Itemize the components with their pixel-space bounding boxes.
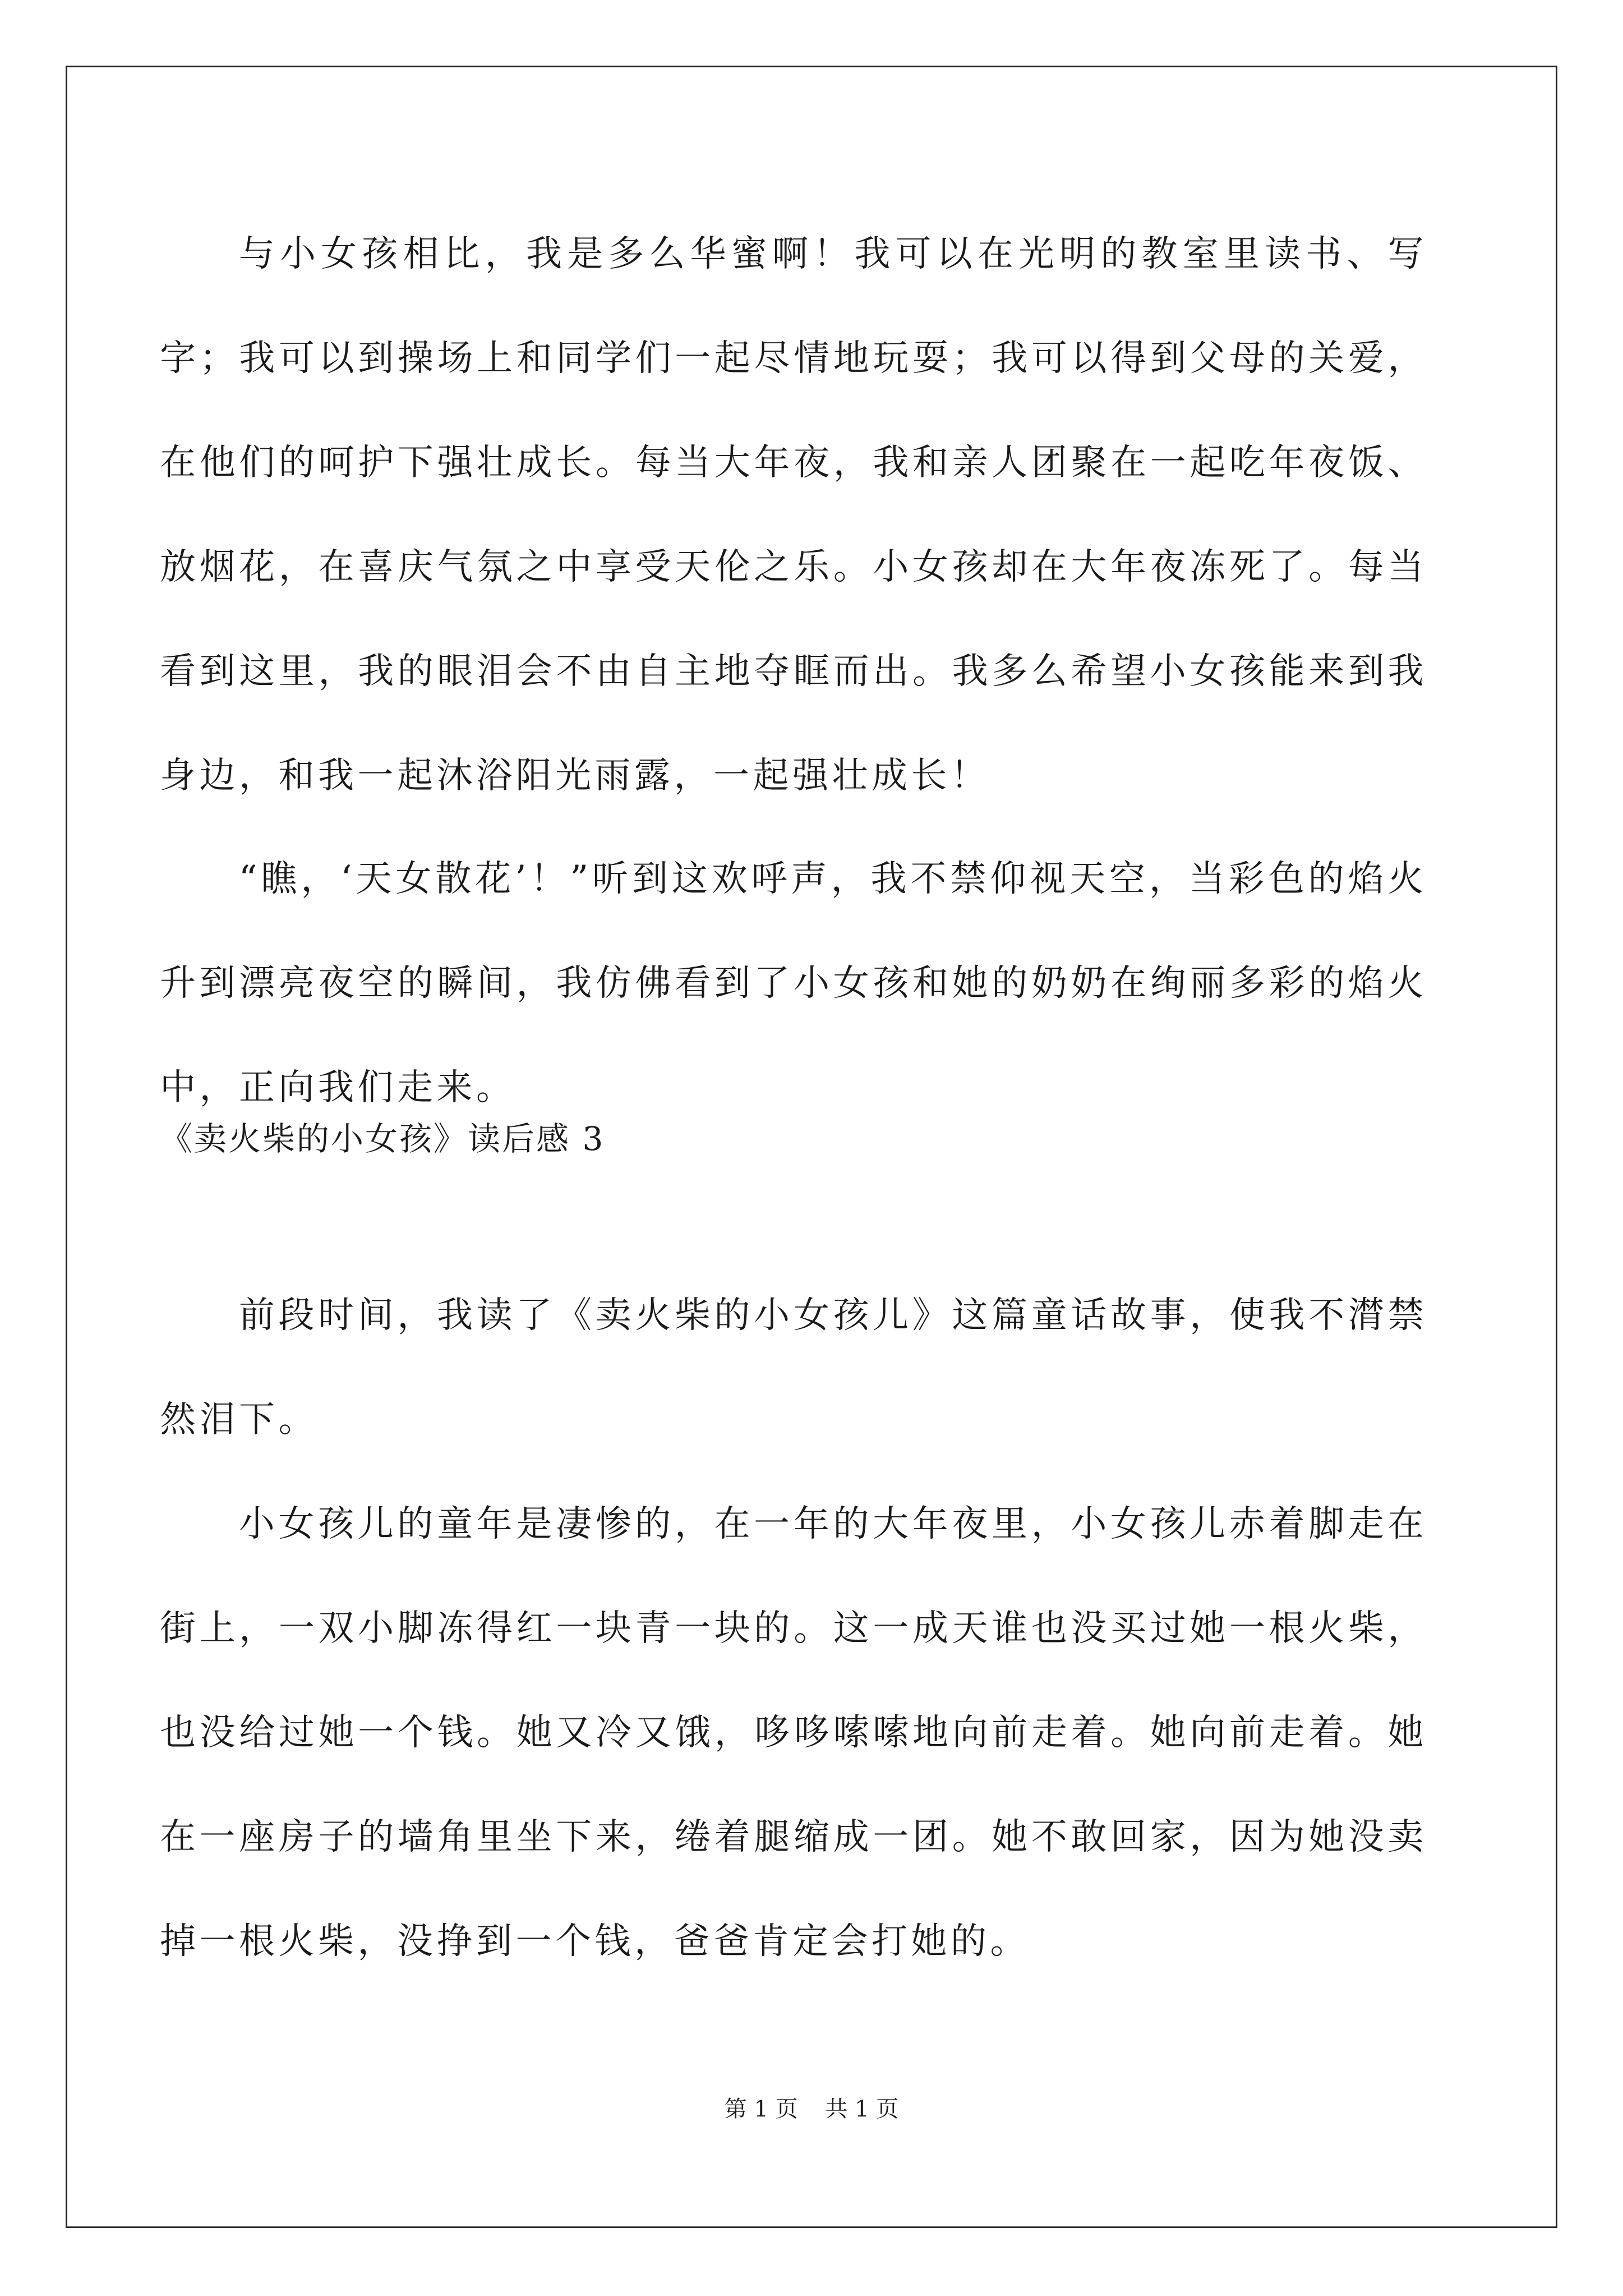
paragraph-1: 与小女孩相比，我是多么华蜜啊！我可以在光明的教室里读书、写字；我可以到操场上和同学们一起尽情地玩耍；我可以得到父母的关爱，在他们的呵护下强壮成长。每当大年夜，我和亲人团聚在一起吃年夜饭、放烟花，在喜庆气氛之中享受天伦之乐。小女孩却在大年夜冻死了。每当看到这里，我的眼泪会不由自主地夺眶而出。我多么希望小女孩能来到我身边，和我一起沐浴阳光雨露，一起强壮成长！	[160, 233, 1427, 797]
page-total: 共 1 页	[825, 2096, 899, 2122]
paragraph-3: 前段时间，我读了《卖火柴的小女孩儿》这篇童话故事，使我不潸禁然泪下。	[160, 1295, 1427, 1441]
paragraph-2: “瞧，‘天女散花’！”听到这欢呼声，我不禁仰视天空，当彩色的焰火升到漂亮夜空的瞬间，我仿佛看到了小女孩和她的奶奶在绚丽多彩的焰火中，正向我们走来。	[160, 858, 1427, 1108]
page-number: 第 1 页	[724, 2096, 798, 2122]
paragraph-4: 小女孩儿的童年是凄惨的，在一年的大年夜里，小女孩儿赤着脚走在街上，一双小脚冻得红一块青一块的。这一成天谁也没买过她一根火柴，也没给过她一个钱。她又冷又饿，哆哆嗦嗦地向前走着。她向前走着。她在一座房子的墙角里坐下来，绻着腿缩成一团。她不敢回家，因为她没卖掉一根火柴，没挣到一个钱，爸爸肯定会打她的。	[160, 1503, 1427, 1962]
section-heading: 《卖火柴的小女孩》读后感 3	[160, 1120, 605, 1158]
page-footer	[0, 2092, 1623, 2126]
